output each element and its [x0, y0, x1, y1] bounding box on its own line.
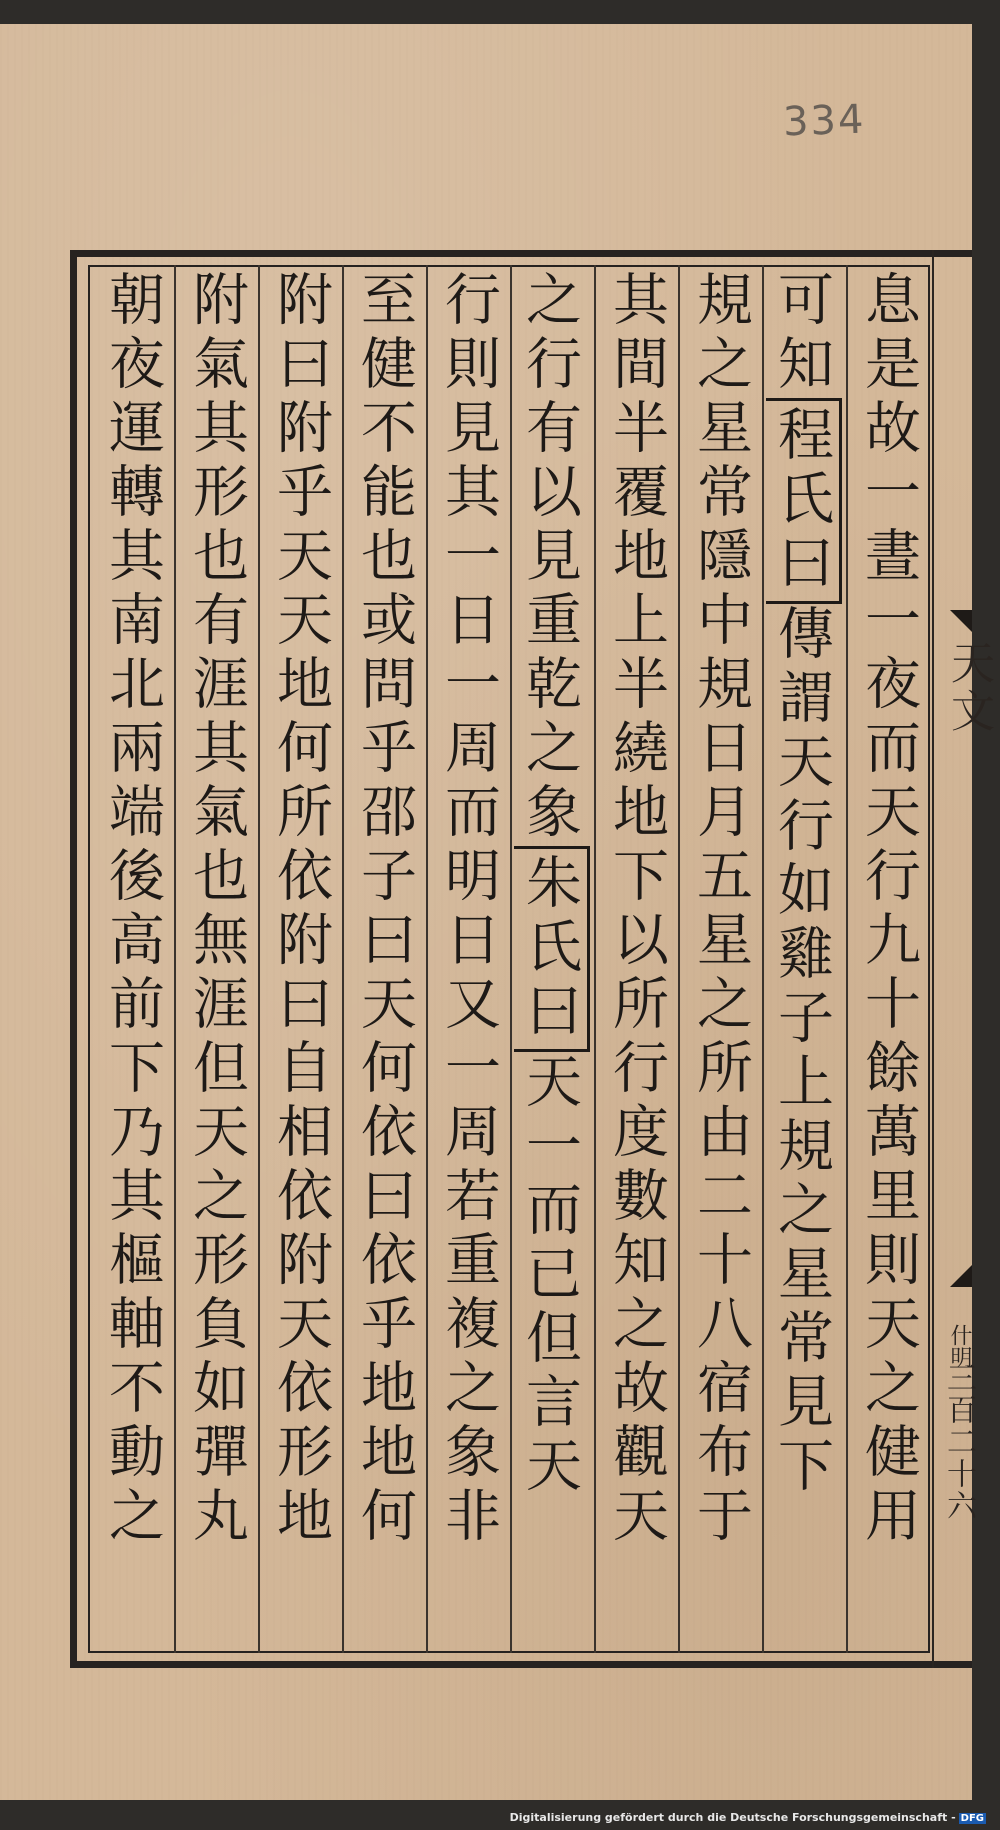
column-rule: [426, 265, 428, 1653]
column-rule: [342, 265, 344, 1653]
column-rule: [510, 265, 512, 1653]
fishtail-mark: [950, 1265, 972, 1287]
dfg-logo: DFG: [960, 1813, 984, 1824]
column-rule: [846, 265, 848, 1653]
boxed-label: 朱氏曰: [514, 846, 590, 1052]
text-column-3: 規之星常隱中規日月五星之所由二十八宿布于: [688, 270, 753, 1550]
text-column-7: 至健不能也或問乎邵子曰天何依曰依乎地地何: [352, 270, 417, 1550]
column-rule: [762, 265, 764, 1653]
margin-title: 天文: [943, 640, 994, 736]
text-column-2: 可知程氏曰傳謂天行如雞子上規之星常見下: [766, 270, 842, 1640]
digitization-credit: [510, 1811, 986, 1824]
column-rule: [174, 265, 176, 1653]
fishtail-mark: [950, 610, 972, 632]
text-column-4: 其間半覆地上半繞地下以所行度數知之故觀天: [604, 270, 669, 1550]
text-column-1: 息是故一晝一夜而天行九十餘萬里則天之健用: [856, 270, 921, 1550]
fold-edge: [932, 250, 934, 1668]
column-rule: [594, 265, 596, 1653]
text-column-9: 附氣其形也有涯其氣也無涯但天之形負如彈丸: [184, 270, 249, 1550]
column-rule: [678, 265, 680, 1653]
text-column-10: 朝夜運轉其南北兩端後高前下乃其樞軸不動之: [100, 270, 165, 1550]
credit-text: Digitalisierung gefördert durch die Deutsche Forschungsgemeinschaft -: [509, 1811, 956, 1824]
margin-page-number: 三百二十六: [941, 1362, 976, 1522]
text-column-8: 附曰附乎天天地何所依附曰自相依附天依形地: [268, 270, 333, 1550]
margin-tag: 什明: [947, 1324, 972, 1368]
text-column-6: 行則見其一日一周而明日又一周若重複之象非: [436, 270, 501, 1550]
pencil-page-number: 334: [782, 96, 867, 146]
column-rule: [258, 265, 260, 1653]
boxed-label: 程氏曰: [766, 398, 842, 604]
text-column-5: 之行有以見重乾之象朱氏曰天一而已但言天: [514, 270, 590, 1640]
